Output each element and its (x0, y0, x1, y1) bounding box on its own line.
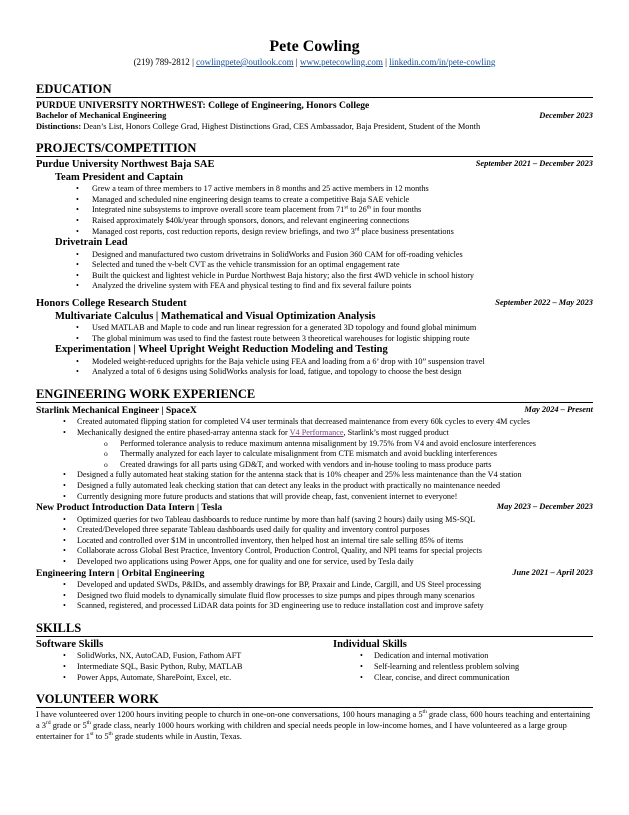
honors-calculus-bullets (36, 323, 593, 344)
software-skills-heading: Software Skills (36, 638, 104, 650)
honors-role-experimentation: Experimentation | Wheel Upright Weight Reduction Modeling and Testing (55, 344, 388, 356)
section-volunteer-title: VOLUNTEER WORK (36, 692, 593, 708)
section-experience-title: ENGINEERING WORK EXPERIENCE (36, 387, 593, 403)
spacex-bullets-2 (36, 470, 593, 502)
list-item: • Developed and updated SWDs, P&IDs, and assembly drawings for BP, Praxair and Linde, Cargill, and US Steel processing (36, 580, 593, 591)
list-item: • SolidWorks, NX, AutoCAD, Fusion, Fathom AFT (36, 651, 333, 662)
list-item: • Designed and manufactured two custom drivetrains in SolidWorks and Fusion 360 CAM for off-roading vehicles (36, 250, 593, 261)
list-item: • Integrated nine subsystems to improve overall score team placement from 71st to 26th in four months (36, 205, 593, 216)
list-item: • Power Apps, Automate, SharePoint, Excel, etc. (36, 673, 333, 684)
list-item: o Thermally analyzed for each layer to calculate misalignment from CTE mismatch and avoid buckling interferences (36, 449, 593, 460)
list-item: • Optimized queries for two Tableau dashboards to reduce runtime by more than half (saving 2 hours) daily using MS-SQL (36, 515, 593, 526)
section-skills-title: SKILLS (36, 621, 593, 637)
resume-page (36, 38, 593, 743)
spacex-org: Starlink Mechanical Engineer | SpaceX (36, 404, 197, 416)
honors-org: Honors College Research Student (36, 298, 187, 310)
tesla-date: May 2023 – December 2023 (496, 502, 593, 512)
list-item: o Performed tolerance analysis to reduce maximum antenna misalignment by 19.75% from V4 and avoid enclosure interferences (36, 439, 593, 450)
v4-performance-link[interactable]: V4 Performance (289, 428, 344, 437)
list-item: • Intermediate SQL, Basic Python, Ruby, MATLAB (36, 662, 333, 673)
list-item: • Managed and scheduled nine engineering design teams to create a competitive Baja SAE vehicle (36, 195, 593, 206)
education-degree-row (36, 111, 593, 122)
volunteer-text: I have volunteered over 1200 hours inviting people to church in one-on-one conversations, 100 hours managing a 5th grade class, 600 hours teaching and entertaining a 3rd grade or 5th grade class, nearly 1000 hours working with children and special needs people in low-income homes, and I have volunteered as a large group entertainer for 1st to 5th grade students while in Austin, Texas. (36, 709, 591, 741)
baja-president-bullets (36, 184, 593, 237)
baja-org: Purdue University Northwest Baja SAE (36, 159, 215, 171)
website-link[interactable]: www.petecowling.com (299, 57, 383, 67)
orbital-header (36, 568, 593, 581)
list-item: • The global minimum was used to find the fastest route between 3 theoretical warehouses for logistic shipping route (36, 334, 593, 345)
software-skills (36, 639, 333, 683)
spacex-sub-bullets (36, 439, 593, 471)
individual-skills (333, 639, 593, 683)
list-item: • Mechanically designed the entire phased-array antenna stack for V4 Performance, Starlink’s most rugged product (36, 428, 593, 439)
list-item: • Collaborate across Global Best Practice, Inventory Control, Production Control, Quality, and NPI teams for special projects (36, 546, 593, 557)
list-item: • Self-learning and relentless problem solving (333, 662, 593, 673)
education-distinctions: Distinctions: Dean’s List, Honors College Grad, Highest Distinctions Grad, CES Ambassador, Baja President, Student of the Month (36, 121, 481, 131)
spacex-header (36, 405, 593, 418)
linkedin-link[interactable]: linkedin.com/in/pete-cowling (389, 57, 496, 67)
honors-header (36, 298, 593, 311)
education-school: PURDUE UNIVERSITY NORTHWEST: College of Engineering, Honors College (36, 100, 370, 111)
list-item: • Clear, concise, and direct communication (333, 673, 593, 684)
list-item: • Built the quickest and lightest vehicle in Purdue Northwest Baja history; also the first 4WD vehicle in school history (36, 271, 593, 282)
list-item: • Grew a team of three members to 17 active members in 8 months and 25 active members in 12 months (36, 184, 593, 195)
list-item: • Designed a fully automated heat staking station for the antenna stack that is 10% cheaper and 25% less maintenance than the V4 station (36, 470, 593, 481)
honors-date: September 2022 – May 2023 (495, 298, 593, 308)
baja-role-president: Team President and Captain (55, 171, 184, 183)
candidate-name: Pete Cowling (269, 38, 360, 55)
orbital-date: June 2021 – April 2023 (512, 567, 593, 577)
list-item: • Analyzed the driveline system with FEA and physical testing to find and fix several failure points (36, 281, 593, 292)
list-item: • Selected and tuned the v-belt CVT as the vehicle transmission for an optimal engagement rate (36, 260, 593, 271)
list-item: • Created/Developed three separate Tableau dashboards used daily for quality and inventory control purposes (36, 525, 593, 536)
list-item: • Managed cost reports, cost reduction reports, design review briefings, and two 3rd place business presentations (36, 227, 593, 238)
list-item: • Scanned, registered, and processed LiDAR data points for 3D engineering use to reduce installation cost and improve safety (36, 601, 593, 612)
honors-role-calculus: Multivariate Calculus | Mathematical and Visual Optimization Analysis (55, 310, 376, 322)
list-item: • Developed two applications using Power Apps, one for quality and one for service, used by Tesla daily (36, 557, 593, 568)
contact-line: (219) 789-2812 | cowlingpete@outlook.com | www.petecowling.com | linkedin.com/in/pete-cowling (133, 57, 496, 67)
individual-skills-heading: Individual Skills (333, 638, 407, 650)
orbital-bullets (36, 580, 593, 612)
list-item: • Currently designing more future products and stations that will provide cheap, fast, convenient internet to everyone! (36, 492, 593, 503)
honors-experimentation-bullets (36, 357, 593, 378)
section-projects-title: PROJECTS/COMPETITION (36, 141, 593, 157)
list-item: • Analyzed a total of 6 designs using SolidWorks analysis for load, fatigue, and topology to choose the best design (36, 367, 593, 378)
tesla-org: New Product Introduction Data Intern | Tesla (36, 502, 223, 514)
list-item: • Used MATLAB and Maple to code and run linear regression for a generated 3D topology and found global minimum (36, 323, 593, 334)
list-item: • Modeled weight-reduced uprights for the Baja vehicle using FEA and loading from a 6’ drop with 10” suspension travel (36, 357, 593, 368)
orbital-org: Engineering Intern | Orbital Engineering (36, 567, 205, 579)
baja-header (36, 159, 593, 172)
email-link[interactable]: cowlingpete@outlook.com (196, 57, 294, 67)
section-education-title: EDUCATION (36, 82, 593, 98)
tesla-bullets (36, 515, 593, 568)
list-item: • Raised approximately $40k/year through sponsors, donors, and relevant engineering connections (36, 216, 593, 227)
list-item: • Designed two fluid models to dynamically simulate fluid flow processes to size pumps and pipes through many scenarios (36, 591, 593, 602)
education-date: December 2023 (539, 111, 593, 120)
baja-drivetrain-bullets (36, 250, 593, 292)
list-item: • Created automated flipping station for completed V4 user terminals that decreased maintenance from every 60k cycles to every 4M cycles (36, 417, 593, 428)
list-item: o Created drawings for all parts using GD&T, and worked with vendors and in-house tooling to mass produce parts (36, 460, 593, 471)
baja-role-drivetrain: Drivetrain Lead (55, 237, 128, 249)
tesla-header (36, 502, 593, 515)
phone: (219) 789-2812 (133, 57, 190, 67)
list-item: • Dedication and internal motivation (333, 651, 593, 662)
baja-date: September 2021 – December 2023 (475, 159, 593, 169)
list-item: • Located and controlled over $1M in uncontrolled inventory, then helped host an internal tire sale selling 85% of items (36, 536, 593, 547)
spacex-date: May 2024 – Present (524, 404, 593, 414)
education-degree: Bachelor of Mechanical Engineering (36, 111, 167, 120)
spacex-bullets (36, 417, 593, 438)
list-item: • Designed a fully automated leak checking station that can detect any leaks in the product with practically no maintenance needed (36, 481, 593, 492)
skills-columns (36, 639, 593, 683)
